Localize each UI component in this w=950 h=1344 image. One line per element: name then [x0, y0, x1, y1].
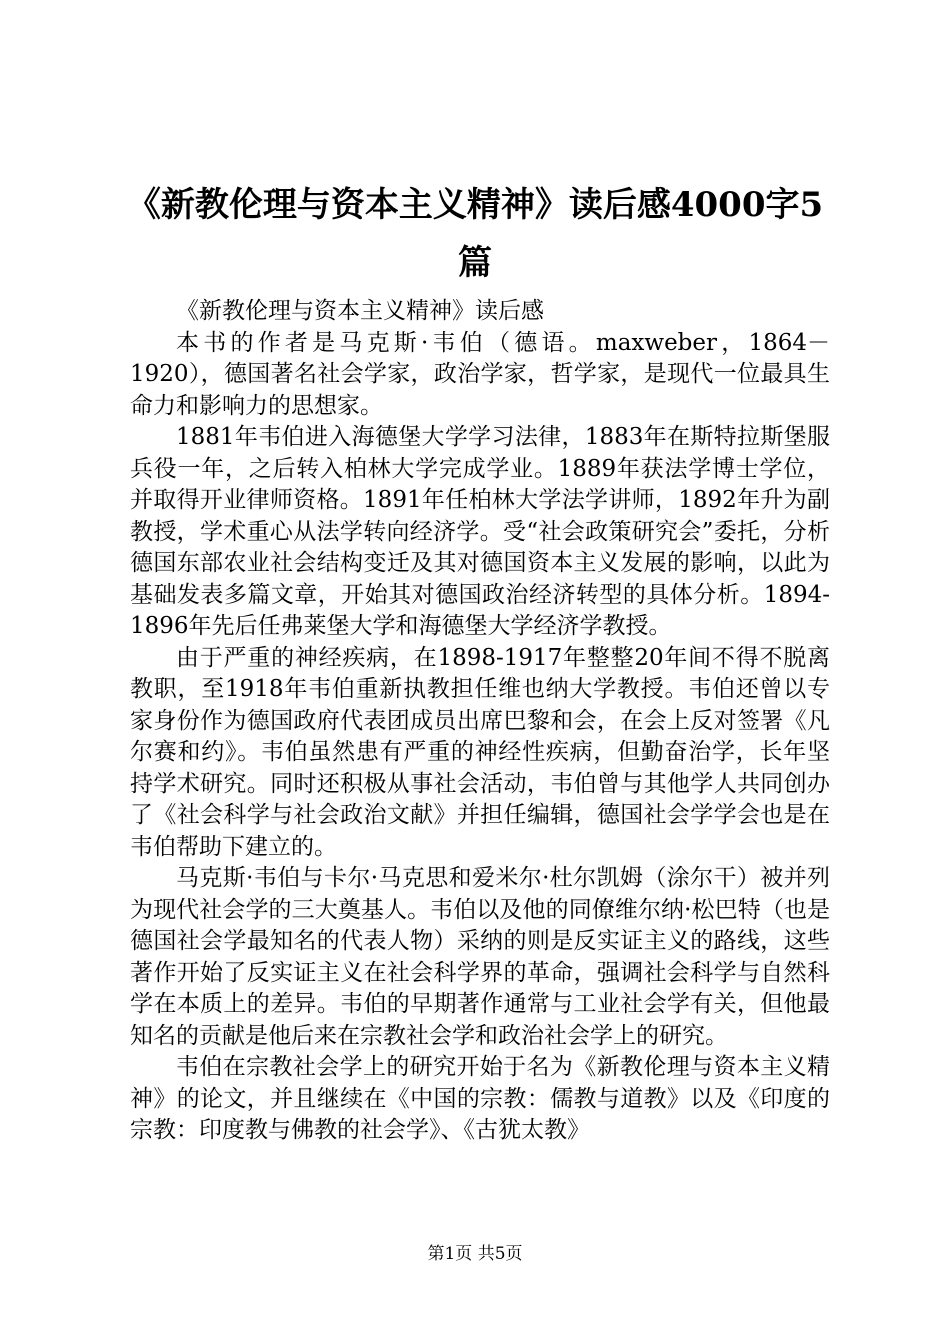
- subtitle-paragraph: 《新教伦理与资本主义精神》读后感: [176, 298, 544, 324]
- body-paragraph: 1881年韦伯进入海德堡大学学习法律，1883年在斯特拉斯堡服兵役一年，之后转入柏林大学完成学业。1889年获法学博士学位，并取得开业律师资格。1891年任柏林大学法学讲师，1892年升为副教授，学术重心从法学转向经济学。受“社会政策研究会”委托，分析德国东部农业社会结构变迁及其对德国资本主义发展的影响，以此为基础发表多篇文章，开始其对德国政治经济转型的具体分析。1894-1896年先后任弗莱堡大学和海德堡大学经济学教授。: [130, 424, 830, 639]
- body-paragraph: 本书的作者是马克斯·韦伯（德语。maxweber，1864－1920），德国著名社会学家，政治学家，哲学家，是现代一位最具生命力和影响力的思想家。: [130, 329, 830, 419]
- body-paragraph: 韦伯在宗教社会学上的研究开始于名为《新教伦理与资本主义精神》的论文，并且继续在《中国的宗教：儒教与道教》以及《印度的宗教：印度教与佛教的社会学》、《古犹太教》: [130, 1054, 830, 1143]
- page-number-footer: 第1页 共5页: [427, 1244, 523, 1264]
- document-body: [130, 296, 830, 1147]
- body-paragraph: 由于严重的神经疾病，在1898-1917年整整20年间不得不脱离教职，至1918年韦伯重新执教担任维也纳大学教授。韦伯还曾以专家身份作为德国政府代表团成员出席巴黎和会，在会上反对签署《凡尔赛和约》。韦伯虽然患有严重的神经性疾病，但勤奋治学，长年坚持学术研究。同时还积极从事社会活动，韦伯曾与其他学人共同创办了《社会科学与社会政治文献》并担任编辑，德国社会学学会也是在韦伯帮助下建立的。: [130, 644, 830, 860]
- body-paragraph: 马克斯·韦伯与卡尔·马克思和爱米尔·杜尔凯姆（涂尔干）被并列为现代社会学的三大奠基人。韦伯以及他的同僚维尔纳·松巴特（也是德国社会学最知名的代表人物）采纳的则是反实证主义的路线，这些著作开始了反实证主义在社会科学界的革命，强调社会科学与自然科学在本质上的差异。韦伯的早期著作通常与工业社会学有关，但他最知名的贡献是他后来在宗教社会学和政治社会学上的研究。: [130, 865, 830, 1049]
- document-title: 《新教伦理与资本主义精神》读后感4000字5篇: [126, 185, 824, 283]
